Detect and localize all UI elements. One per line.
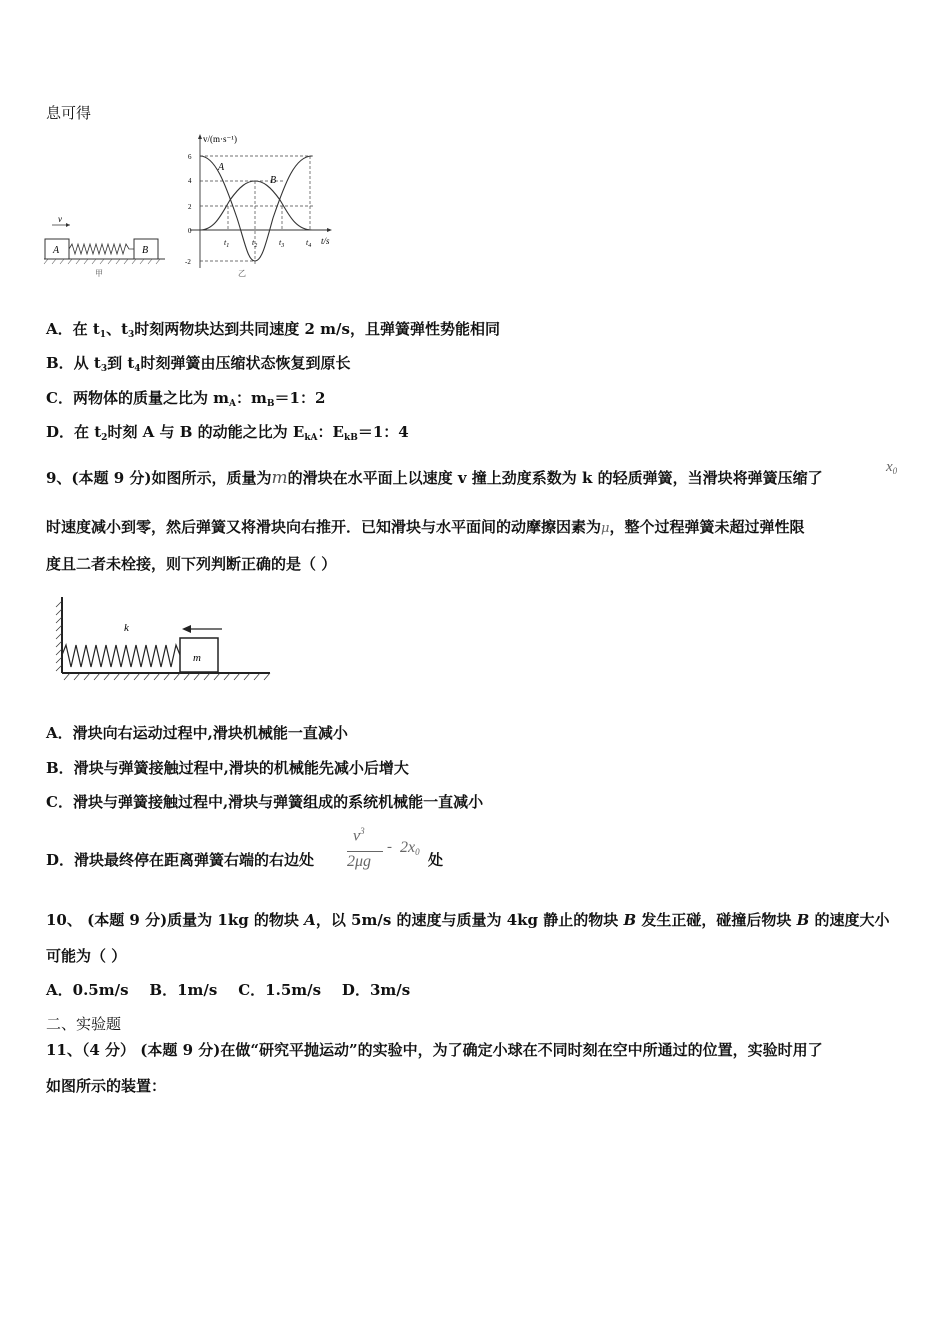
- y-tick-4: 4: [188, 177, 192, 185]
- t3-label: $t_3$: [279, 238, 285, 249]
- q9-stem-line2: 时速度减小到零，然后弹簧又将滑块向右推开．已知滑块与水平面间的动摩擦因素为μ，整个过程弹簧未超过弹性限: [46, 518, 805, 536]
- curve-b: [200, 181, 312, 230]
- spring: [62, 645, 180, 667]
- y-tick-neg2: -2: [185, 258, 191, 266]
- q9-option-a: A．滑块向右运动过程中,滑块机械能一直减小: [46, 724, 348, 742]
- y-tick-2: 2: [188, 203, 192, 211]
- q9-stem-line3: 度且二者未栓接，则下列判断正确的是（ ）: [46, 555, 337, 573]
- y-axis-label: v/(m·s⁻¹): [203, 134, 237, 144]
- q11-stem-line1: 11、（4 分） (本题 9 分)在做“研究平抛运动”的实验中，为了确定小球在不同时刻在空中所通过的位置，实验时用了: [46, 1041, 823, 1059]
- spring-k-label: k: [124, 622, 129, 634]
- curve-b-label: B: [270, 175, 277, 186]
- curve-a-label: A: [218, 162, 225, 173]
- minus-sign: -: [387, 839, 392, 855]
- q10-stem-line1: 10、 (本题 9 分)质量为 1kg 的物块 A，以 5m/s 的速度与质量为 4kg 静止的物块 B 发生正碰，碰撞后物块 B 的速度大小: [46, 911, 890, 929]
- q10-options: A．0.5m/s B．1m/s C．1.5m/s D．3m/s: [46, 981, 411, 999]
- intro-tail-text: 息可得: [46, 104, 92, 122]
- figure-velocity-time-graph: [40, 128, 350, 280]
- fraction-bar: [347, 851, 383, 852]
- block-b-label: B: [142, 245, 149, 256]
- spring: [69, 244, 134, 254]
- fraction-denominator: 2μg: [347, 853, 372, 870]
- velocity-label: v: [58, 214, 62, 224]
- section-title-experiment: 二、实验题: [46, 1015, 122, 1033]
- q10-stem-line2: 可能为（ ）: [46, 947, 127, 965]
- y-tick-6: 6: [188, 153, 192, 161]
- x-axis-label: t/s: [321, 236, 330, 246]
- caption-left: 甲: [95, 269, 103, 278]
- x0-symbol: $x_0$: [886, 459, 898, 476]
- fraction-numerator: $v^3$: [353, 826, 365, 845]
- q8-option-c: C．两物体的质量之比为 $m_A$：$m_B=1$：2: [46, 389, 326, 409]
- caption-right: 乙: [238, 269, 246, 278]
- spring-block-diagram: [44, 214, 165, 278]
- q8-option-a: A．在 $t_1$、$t_3$时刻两物块达到共同速度 2 m/s，且弹簧弹性势能相同: [46, 320, 500, 340]
- q9-option-b: B．滑块与弹簧接触过程中,滑块的机械能先减小后增大: [46, 759, 409, 777]
- t4-label: $t_4$: [306, 238, 312, 249]
- q9-option-c: C．滑块与弹簧接触过程中,滑块与弹簧组成的系统机械能一直减小: [46, 793, 484, 811]
- y-tick-0: 0: [188, 227, 192, 235]
- figure-spring-wall: [52, 593, 274, 685]
- t1-label: $t_1$: [224, 238, 230, 249]
- vt-graph: [185, 134, 332, 278]
- q9-option-d-tail: 处: [428, 851, 444, 869]
- t2-label: $t_2$: [252, 238, 258, 249]
- q8-option-d: D．在 $t_2$时刻 A 与 B 的动能之比为 $E_{kA}$：$E_{kB}=1$：4: [46, 423, 409, 443]
- q9-option-d: D．滑块最终停在距离弹簧右端的右边处: [46, 851, 315, 869]
- slider-m-label: m: [193, 652, 201, 664]
- q9-option-d-formula: [345, 826, 429, 876]
- two-x0: $2x_0$: [400, 839, 420, 857]
- q9-stem-line1: 9、(本题 9 分)如图所示，质量为m的滑块在水平面上以速度 v 撞上劲度系数为 k 的轻质弹簧，当滑块将弹簧压缩了: [46, 468, 823, 488]
- q8-option-b: B．从 $t_3$到 $t_4$时刻弹簧由压缩状态恢复到原长: [46, 354, 351, 374]
- q11-stem-line2: 如图所示的装置：: [46, 1077, 167, 1095]
- block-a-label: A: [53, 245, 60, 256]
